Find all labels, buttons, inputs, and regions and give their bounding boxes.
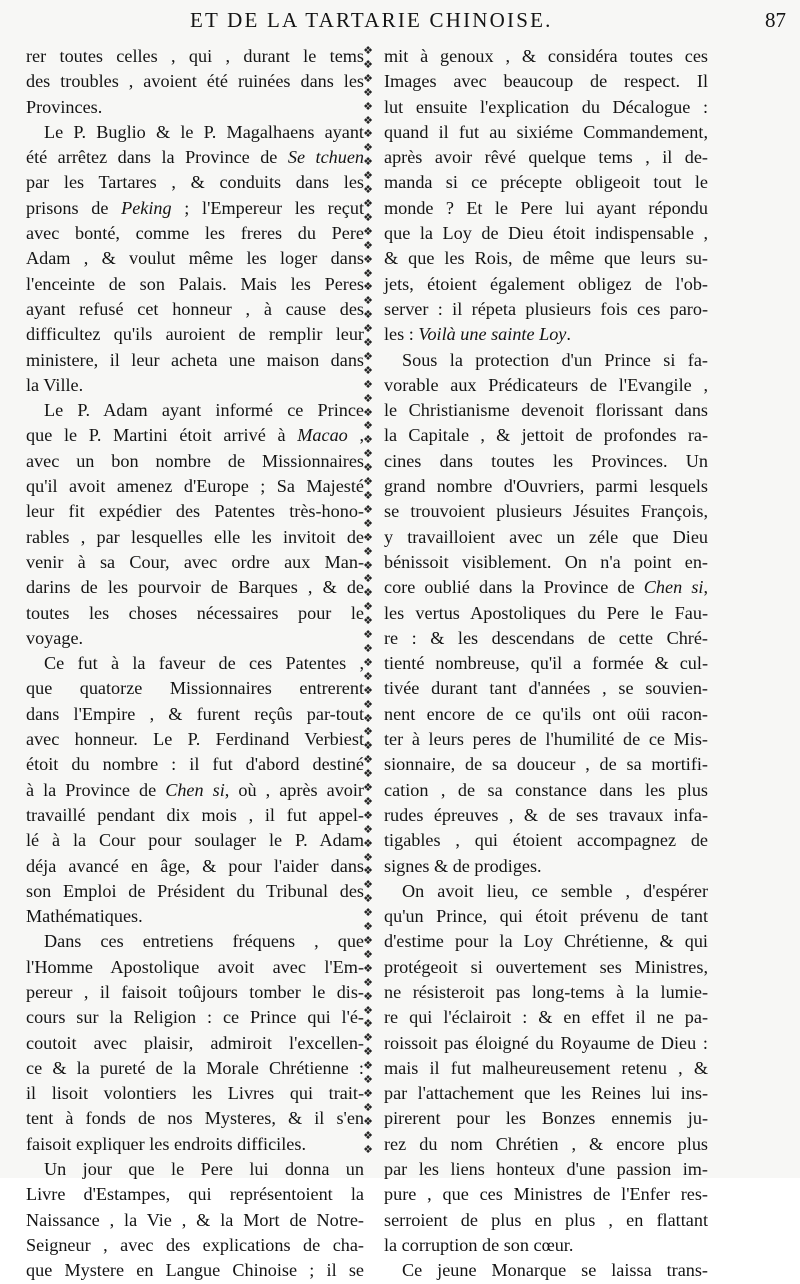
page-number: 87 — [765, 8, 786, 32]
text-line: signes & de prodiges. — [384, 855, 542, 876]
text-line: qu'il avoit amenez d'Europe ; Sa Majesté — [26, 476, 364, 497]
text-line: Mathématiques. — [26, 906, 143, 927]
ornament-glyph: ❖ — [363, 822, 373, 836]
ornament-glyph: ❖ — [363, 947, 373, 961]
text-line: re qui l'éclairoit : & en effet il ne pa- — [384, 1007, 708, 1028]
text-line: des troubles , avoient été ruinées dans les — [26, 71, 364, 92]
ornament-glyph: ❖ — [363, 461, 373, 475]
ornament-glyph: ❖ — [363, 1086, 373, 1100]
ornament-glyph: ❖ — [363, 697, 373, 711]
text-line: par les liens honteux d'une passion im- — [384, 1159, 708, 1180]
text-line: à la Province de Chen si, où , après avoir — [26, 779, 364, 800]
ornament-glyph: ❖ — [363, 614, 373, 628]
text-line: cours sur la Religion : ce Prince qui l'é- — [26, 1007, 364, 1028]
text-line: été arrêtez dans la Province de Se tchuen — [26, 147, 364, 168]
text-line: roissoit pas éloigné du Royaume de Dieu : — [384, 1032, 708, 1053]
text-line: toutes les choses nécessaires pour le — [26, 602, 364, 623]
ornament-glyph: ❖ — [363, 1017, 373, 1031]
page-header — [0, 8, 800, 42]
ornament-glyph: ❖ — [363, 572, 373, 586]
text-line: tivée durant tant d'années , se souvien- — [384, 678, 708, 699]
text-line: pure , que ces Ministres de l'Enfer res- — [384, 1184, 708, 1205]
text-line: il lisoit volontiers les Livres qui trait- — [26, 1083, 364, 1104]
running-title: ET DE LA TARTARIE CHINOISE. — [190, 8, 553, 32]
text-line: avec honneur. Le P. Ferdinand Verbiest — [26, 729, 364, 750]
text-line: cines dans toutes les Provinces. Un — [384, 450, 708, 471]
text-line: venir à sa Cour, avec ordre aux Man- — [26, 551, 364, 572]
text-line: la Ville. — [26, 374, 84, 395]
text-line: grand nombre d'Ouvriers, parmi lesquels — [384, 476, 708, 497]
ornament-glyph: ❖ — [363, 405, 373, 419]
ornament-glyph: ❖ — [363, 767, 373, 781]
text-line: Provinces. — [26, 96, 103, 117]
ornament-glyph: ❖ — [363, 961, 373, 975]
text-line: Le P. Adam ayant informé ce Prince — [44, 400, 364, 421]
ornament-glyph: ❖ — [363, 794, 373, 808]
ornament-glyph: ❖ — [363, 336, 373, 350]
text-line: rudes épreuves , & de ses travaux infa- — [384, 804, 708, 825]
text-line: sionnaire, de sa douceur , de sa mortifi- — [384, 754, 708, 775]
text-line: pirerent pour les Bonzes ennemis ju- — [384, 1108, 708, 1129]
ornament-glyph: ❖ — [363, 183, 373, 197]
text-line: tent à fonds de nos Mysteres, & il s'en — [26, 1108, 364, 1129]
ornament-glyph: ❖ — [363, 1142, 373, 1156]
text-line: déja avancé en âge, & pour l'aider dans — [26, 855, 364, 876]
ornament-glyph: ❖ — [363, 1059, 373, 1073]
ornament-glyph: ❖ — [363, 447, 373, 461]
text-line: protégeoit si ouvertement ses Ministres, — [384, 956, 708, 977]
text-line: se trouvoient plusieurs Jésuites François, — [384, 501, 708, 522]
text-line: re : & les descendans de cette Chré- — [384, 627, 708, 648]
ornament-glyph: ❖ — [363, 878, 373, 892]
ornament-glyph: ❖ — [363, 1100, 373, 1114]
text-line: ayant refusé cet honneur , à cause des — [26, 298, 364, 319]
text-line: leur fit expédier des Patentes très-hono- — [26, 501, 364, 522]
text-line: server : il répeta plusieurs fois ces paro- — [384, 298, 708, 319]
text-line: faisoit expliquer les endroits difficiles. — [26, 1133, 306, 1154]
ornament-glyph: ❖ — [363, 530, 373, 544]
left-column — [26, 44, 364, 1284]
ornament-glyph: ❖ — [363, 934, 373, 947]
ornament-glyph: ❖ — [363, 349, 373, 363]
ornament-glyph: ❖ — [363, 808, 373, 822]
text-line: la Capitale , & jettoit de profondes ra- — [384, 425, 708, 446]
ornament-glyph: ❖ — [363, 71, 373, 85]
ornament-glyph: ❖ — [363, 1114, 373, 1128]
text-line: le Christianisme devenoit florissant dans — [384, 400, 708, 421]
ornament-glyph: ❖ — [363, 836, 373, 850]
text-line: rer toutes celles , qui , durant le tems — [26, 46, 364, 66]
ornament-glyph: ❖ — [363, 641, 373, 655]
text-line: que Mystere en Langue Chinoise ; il se — [26, 1260, 364, 1281]
ornament-glyph: ❖ — [363, 224, 373, 238]
text-line: Seigneur , avec des explications de cha- — [26, 1234, 364, 1255]
text-line: serroient de plus en plus , en flattant — [384, 1209, 708, 1230]
ornament-glyph: ❖ — [363, 169, 373, 183]
ornament-glyph: ❖ — [363, 781, 373, 795]
ornament-glyph: ❖ — [363, 739, 373, 753]
ornament-glyph: ❖ — [363, 85, 373, 99]
text-line: jets, étoient également obligez de l'ob- — [384, 273, 708, 294]
text-line: son Emploi de Président du Tribunal des — [26, 880, 364, 901]
ornament-glyph: ❖ — [363, 600, 373, 614]
ornament-glyph: ❖ — [363, 558, 373, 572]
text-line: Un jour que le Pere lui donna un — [44, 1159, 364, 1180]
ornament-glyph: ❖ — [363, 683, 373, 697]
text-line: Adam , & voulut même les loger dans — [26, 248, 364, 269]
ornament-glyph: ❖ — [363, 280, 373, 294]
ornament-glyph: ❖ — [363, 419, 373, 433]
text-line: avec bonté, comme les freres du Pere — [26, 223, 364, 244]
ornament-glyph: ❖ — [363, 669, 373, 683]
ornament-glyph: ❖ — [363, 363, 373, 377]
ornament-glyph: ❖ — [363, 975, 373, 989]
ornament-glyph: ❖ — [363, 489, 373, 502]
ornament-glyph: ❖ — [363, 989, 373, 1003]
ornament-glyph: ❖ — [363, 711, 373, 725]
ornament-glyph: ❖ — [363, 920, 373, 934]
ornament-glyph: ❖ — [363, 725, 373, 739]
text-line: que le P. Martini étoit arrivé à Macao , — [26, 425, 365, 446]
ornament-glyph: ❖ — [363, 113, 373, 127]
text-line: travaillé pendant dix mois , il fut appel- — [26, 804, 364, 825]
ornament-glyph: ❖ — [363, 57, 373, 71]
ornament-glyph: ❖ — [363, 475, 373, 489]
ornament-glyph: ❖ — [363, 1003, 373, 1017]
text-line: tienté nombreuse, qu'il a formée & cul- — [384, 653, 708, 674]
ornament-glyph: ❖ — [363, 864, 373, 878]
ornament-glyph: ❖ — [363, 1128, 373, 1142]
ornament-glyph: ❖ — [363, 906, 373, 920]
text-line: ne résisteroit pas long-tems à la lumie- — [384, 981, 708, 1002]
ornament-glyph: ❖ — [363, 44, 373, 57]
text-line: prisons de Peking ; l'Empereur les reçut — [26, 197, 364, 218]
right-column — [384, 44, 708, 1284]
text-line: Dans ces entretiens fréquens , que — [44, 931, 364, 952]
text-line: étoit du nombre : il fut d'abord destiné — [26, 754, 364, 775]
ornament-glyph: ❖ — [363, 238, 373, 252]
ornament-glyph: ❖ — [363, 127, 373, 141]
text-line: Sous la protection d'un Prince si fa- — [402, 349, 708, 370]
text-line: que quatorze Missionnaires entrerent — [26, 678, 364, 699]
ornament-glyph: ❖ — [363, 433, 373, 447]
text-line: darins de les pourvoir de Barques , & de — [26, 577, 364, 598]
ornament-glyph: ❖ — [363, 516, 373, 530]
ornament-glyph: ❖ — [363, 308, 373, 322]
ornament-glyph: ❖ — [363, 391, 373, 405]
text-line: Ce fut à la faveur de ces Patentes , — [44, 653, 364, 674]
text-line: qu'un Prince, qui étoit prévenu de tant — [384, 906, 708, 927]
text-line: l'Homme Apostolique avoit avec l'Em- — [26, 956, 364, 977]
ornament-glyph: ❖ — [363, 850, 373, 864]
text-line: rables , par lesquelles elle les invitoit de — [26, 526, 364, 547]
text-line: y travailloient avec un zéle que Dieu — [384, 526, 708, 547]
text-line: Naissance , la Vie , & la Mort de Notre- — [26, 1209, 364, 1230]
text-line: quand il fut au sixiéme Commandement, — [384, 121, 708, 142]
text-line: Images avec beaucoup de respect. Il — [384, 71, 708, 92]
text-line: lut ensuite l'explication du Décalogue : — [384, 96, 708, 117]
ornament-glyph: ❖ — [363, 294, 373, 308]
ornament-glyph: ❖ — [363, 892, 373, 906]
text-line: ce & la pureté de la Morale Chrétienne : — [26, 1057, 364, 1078]
text-line: monde ? Et le Pere lui ayant répondu — [384, 197, 708, 218]
ornament-glyph: ❖ — [363, 628, 373, 642]
ornament-glyph: ❖ — [363, 99, 373, 113]
text-line: vorable aux Prédicateurs de l'Evangile , — [384, 374, 708, 395]
ornament-glyph: ❖ — [363, 252, 373, 266]
ornament-glyph: ❖ — [363, 544, 373, 558]
text-line: rez du nom Chrétien , & encore plus — [384, 1133, 708, 1154]
text-line: la corruption de son cœur. — [384, 1234, 574, 1255]
text-line: nent encore de ce qu'ils ont oüi racon- — [384, 703, 708, 724]
text-line: les vertus Apostoliques du Pere le Fau- — [384, 602, 708, 623]
ornamental-column-divider — [361, 44, 375, 1159]
text-line: difficultez qu'ils auroient de remplir leur — [26, 324, 364, 345]
text-line: les : Voilà une sainte Loy. — [384, 324, 571, 345]
text-line: voyage. — [26, 627, 84, 648]
text-line: par l'attachement que les Reines lui ins- — [384, 1083, 708, 1104]
text-line: dans l'Empire , & furent reçûs par-tout — [26, 703, 364, 724]
text-line: On avoit lieu, ce semble , d'espérer — [402, 880, 708, 901]
text-line: Ce jeune Monarque se laissa trans- — [402, 1260, 708, 1281]
text-line: coutoit avec plaisir, admiroit l'excellen- — [26, 1032, 364, 1053]
text-line: cation , de sa constance dans les plus — [384, 779, 708, 800]
ornament-glyph: ❖ — [363, 586, 373, 600]
text-line: que la Loy de Dieu étoit indispensable , — [384, 223, 708, 244]
text-line: mit à genoux , & considéra toutes ces — [384, 46, 708, 66]
text-line: par les Tartares , & conduits dans les — [26, 172, 364, 193]
ornament-glyph: ❖ — [363, 210, 373, 224]
ornament-glyph: ❖ — [363, 1031, 373, 1045]
text-line: mais il fut malheureusement retenu , & — [384, 1057, 708, 1078]
ornament-glyph: ❖ — [363, 655, 373, 669]
text-line: après avoir rêvé quelque tems , il de- — [384, 147, 708, 168]
ornament-glyph: ❖ — [363, 196, 373, 210]
ornament-glyph: ❖ — [363, 1045, 373, 1059]
ornament-glyph: ❖ — [363, 322, 373, 336]
text-line: & que les Rois, de même que leurs su- — [384, 248, 708, 269]
text-line: pereur , il faisoit toûjours tomber le dis- — [26, 981, 364, 1002]
text-line: core oublié dans la Province de Chen si, — [384, 577, 708, 598]
text-line: Livre d'Estampes, qui représentoient la — [26, 1184, 364, 1205]
text-line: bénissoit visiblement. On n'a point en- — [384, 551, 708, 572]
ornament-glyph: ❖ — [363, 753, 373, 767]
text-line: manda si ce précepte obligeoit tout le — [384, 172, 708, 193]
text-line: ter à leurs peres de l'humilité de ce Mis- — [384, 729, 708, 750]
ornament-glyph: ❖ — [363, 155, 373, 169]
text-line: ministere, il leur acheta une maison dans — [26, 349, 364, 370]
text-line: avec un bon nombre de Missionnaires — [26, 450, 364, 471]
ornament-glyph: ❖ — [363, 502, 373, 516]
ornament-glyph: ❖ — [363, 1073, 373, 1087]
text-line: tigables , qui étoient accompagnez de — [384, 830, 708, 851]
text-line: d'estime pour la Loy Chrétienne, & qui — [384, 931, 708, 952]
text-line: Le P. Buglio & le P. Magalhaens ayant — [44, 121, 364, 142]
ornament-glyph: ❖ — [363, 377, 373, 391]
ornament-glyph: ❖ — [363, 141, 373, 155]
ornament-glyph: ❖ — [363, 266, 373, 280]
text-line: lé à la Cour pour soulager le P. Adam — [26, 830, 364, 851]
text-line: l'enceinte de son Palais. Mais les Peres — [26, 273, 364, 294]
